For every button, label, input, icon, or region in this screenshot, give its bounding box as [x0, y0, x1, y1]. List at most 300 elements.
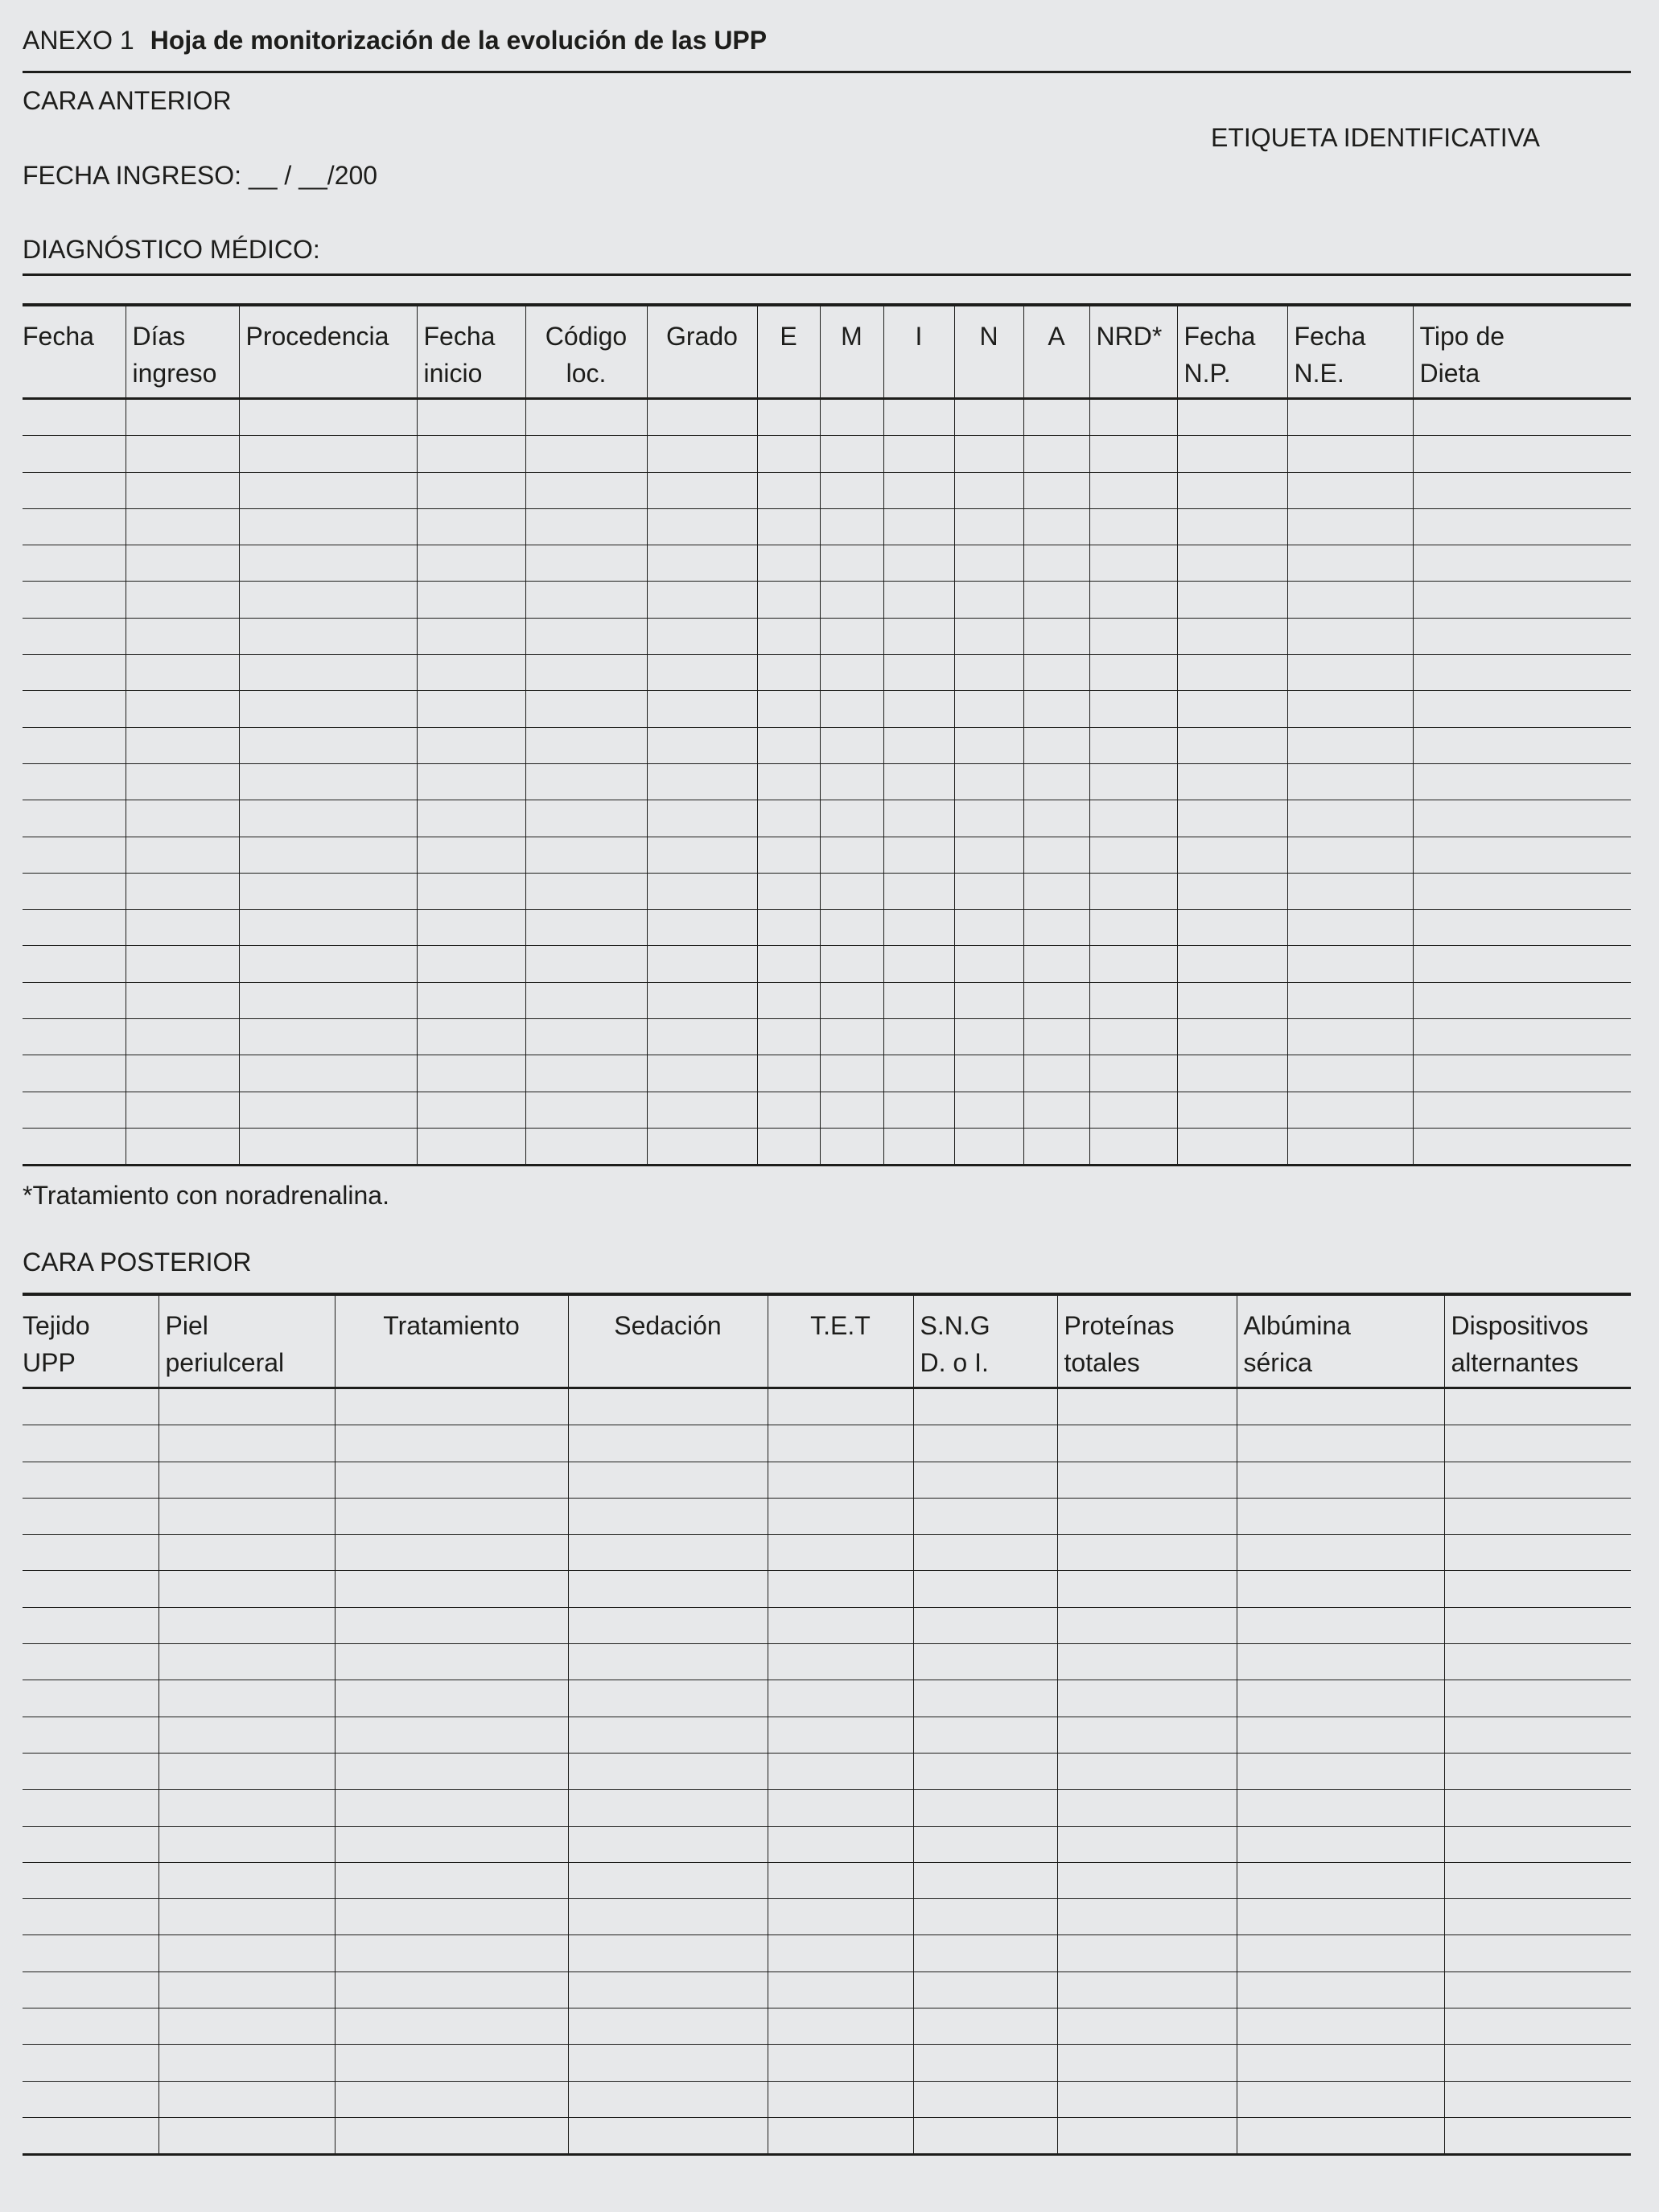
table-cell[interactable]: [23, 1571, 158, 1607]
table-cell[interactable]: [768, 1899, 913, 1935]
table-cell[interactable]: [23, 2117, 158, 2154]
table-cell[interactable]: [23, 946, 126, 982]
table-cell[interactable]: [23, 1019, 126, 1055]
table-cell[interactable]: [568, 2045, 768, 2081]
table-cell[interactable]: [23, 1055, 126, 1092]
table-cell[interactable]: [883, 873, 954, 909]
table-cell[interactable]: [1177, 727, 1287, 763]
table-cell[interactable]: [1237, 1498, 1444, 1534]
table-cell[interactable]: [23, 2008, 158, 2045]
table-cell[interactable]: [239, 1055, 417, 1092]
table-cell[interactable]: [1057, 1790, 1237, 1826]
table-cell[interactable]: [1023, 763, 1089, 800]
table-cell[interactable]: [883, 910, 954, 946]
table-cell[interactable]: [525, 436, 647, 472]
table-cell[interactable]: [126, 727, 239, 763]
table-cell[interactable]: [820, 763, 883, 800]
table-cell[interactable]: [417, 545, 525, 582]
table-cell[interactable]: [1444, 2081, 1631, 2117]
table-cell[interactable]: [954, 800, 1023, 837]
table-cell[interactable]: [1057, 1862, 1237, 1898]
table-cell[interactable]: [1023, 655, 1089, 691]
table-cell[interactable]: [1089, 545, 1177, 582]
table-cell[interactable]: [239, 946, 417, 982]
table-cell[interactable]: [23, 837, 126, 873]
table-cell[interactable]: [1413, 910, 1631, 946]
table-cell[interactable]: [1089, 582, 1177, 618]
table-cell[interactable]: [1287, 837, 1413, 873]
table-cell[interactable]: [1057, 2008, 1237, 2045]
table-cell[interactable]: [757, 582, 820, 618]
table-cell[interactable]: [417, 1092, 525, 1128]
table-cell[interactable]: [568, 2117, 768, 2154]
table-cell[interactable]: [647, 691, 757, 727]
table-cell[interactable]: [768, 1388, 913, 1425]
table-cell[interactable]: [1287, 1128, 1413, 1165]
table-cell[interactable]: [757, 763, 820, 800]
table-cell[interactable]: [158, 1535, 335, 1571]
table-cell[interactable]: [1057, 1717, 1237, 1753]
table-cell[interactable]: [768, 1753, 913, 1789]
table-cell[interactable]: [417, 399, 525, 436]
table-cell[interactable]: [1089, 1055, 1177, 1092]
table-cell[interactable]: [525, 472, 647, 508]
table-cell[interactable]: [239, 1092, 417, 1128]
table-cell[interactable]: [1287, 508, 1413, 545]
table-cell[interactable]: [1177, 946, 1287, 982]
table-cell[interactable]: [647, 436, 757, 472]
table-cell[interactable]: [757, 837, 820, 873]
table-cell[interactable]: [883, 582, 954, 618]
table-cell[interactable]: [1413, 691, 1631, 727]
table-cell[interactable]: [1444, 1971, 1631, 2008]
table-cell[interactable]: [417, 582, 525, 618]
table-cell[interactable]: [1237, 1717, 1444, 1753]
table-cell[interactable]: [913, 1753, 1057, 1789]
table-cell[interactable]: [768, 1607, 913, 1643]
table-cell[interactable]: [768, 1644, 913, 1680]
table-cell[interactable]: [525, 545, 647, 582]
table-cell[interactable]: [913, 1498, 1057, 1534]
table-cell[interactable]: [126, 399, 239, 436]
table-cell[interactable]: [23, 545, 126, 582]
table-cell[interactable]: [1444, 1571, 1631, 1607]
table-cell[interactable]: [1287, 436, 1413, 472]
table-cell[interactable]: [757, 655, 820, 691]
table-cell[interactable]: [913, 1935, 1057, 1971]
table-cell[interactable]: [1177, 837, 1287, 873]
table-cell[interactable]: [568, 1680, 768, 1717]
table-cell[interactable]: [1057, 1425, 1237, 1462]
table-cell[interactable]: [23, 800, 126, 837]
table-cell[interactable]: [1177, 910, 1287, 946]
table-cell[interactable]: [158, 1717, 335, 1753]
table-cell[interactable]: [1177, 1092, 1287, 1128]
table-cell[interactable]: [1413, 436, 1631, 472]
table-cell[interactable]: [1057, 1680, 1237, 1717]
table-cell[interactable]: [913, 2008, 1057, 2045]
table-cell[interactable]: [883, 1092, 954, 1128]
table-cell[interactable]: [239, 837, 417, 873]
table-cell[interactable]: [768, 1862, 913, 1898]
table-cell[interactable]: [1413, 837, 1631, 873]
table-cell[interactable]: [568, 1535, 768, 1571]
table-cell[interactable]: [23, 1971, 158, 2008]
table-cell[interactable]: [883, 472, 954, 508]
table-cell[interactable]: [768, 1971, 913, 2008]
table-cell[interactable]: [239, 472, 417, 508]
table-cell[interactable]: [239, 800, 417, 837]
table-cell[interactable]: [1089, 1019, 1177, 1055]
table-cell[interactable]: [647, 910, 757, 946]
table-cell[interactable]: [126, 837, 239, 873]
table-cell[interactable]: [820, 1092, 883, 1128]
table-cell[interactable]: [1287, 910, 1413, 946]
table-cell[interactable]: [1287, 582, 1413, 618]
table-cell[interactable]: [1177, 508, 1287, 545]
table-cell[interactable]: [1413, 763, 1631, 800]
table-cell[interactable]: [23, 2081, 158, 2117]
table-cell[interactable]: [647, 1055, 757, 1092]
table-cell[interactable]: [417, 655, 525, 691]
table-cell[interactable]: [158, 1826, 335, 1862]
table-cell[interactable]: [525, 618, 647, 654]
table-cell[interactable]: [954, 1092, 1023, 1128]
table-cell[interactable]: [954, 582, 1023, 618]
table-cell[interactable]: [1287, 800, 1413, 837]
table-cell[interactable]: [23, 1899, 158, 1935]
table-cell[interactable]: [757, 1055, 820, 1092]
table-cell[interactable]: [239, 910, 417, 946]
table-cell[interactable]: [768, 2008, 913, 2045]
table-cell[interactable]: [1057, 1753, 1237, 1789]
table-cell[interactable]: [1237, 1644, 1444, 1680]
table-cell[interactable]: [954, 1019, 1023, 1055]
table-cell[interactable]: [23, 873, 126, 909]
table-cell[interactable]: [913, 1717, 1057, 1753]
table-cell[interactable]: [158, 1644, 335, 1680]
table-cell[interactable]: [126, 910, 239, 946]
table-cell[interactable]: [1444, 2117, 1631, 2154]
table-cell[interactable]: [820, 436, 883, 472]
table-cell[interactable]: [647, 618, 757, 654]
table-cell[interactable]: [417, 837, 525, 873]
table-cell[interactable]: [954, 1128, 1023, 1165]
table-cell[interactable]: [525, 1128, 647, 1165]
table-cell[interactable]: [126, 472, 239, 508]
table-cell[interactable]: [1287, 873, 1413, 909]
table-cell[interactable]: [23, 1128, 126, 1165]
table-cell[interactable]: [335, 1899, 568, 1935]
table-cell[interactable]: [1413, 472, 1631, 508]
table-cell[interactable]: [417, 910, 525, 946]
table-cell[interactable]: [757, 436, 820, 472]
table-cell[interactable]: [1089, 399, 1177, 436]
table-cell[interactable]: [1237, 1790, 1444, 1826]
table-cell[interactable]: [335, 1462, 568, 1498]
table-cell[interactable]: [647, 873, 757, 909]
table-cell[interactable]: [239, 727, 417, 763]
table-cell[interactable]: [23, 1498, 158, 1534]
table-cell[interactable]: [954, 837, 1023, 873]
table-cell[interactable]: [417, 946, 525, 982]
table-cell[interactable]: [1237, 2045, 1444, 2081]
table-cell[interactable]: [913, 2045, 1057, 2081]
table-cell[interactable]: [768, 1790, 913, 1826]
table-cell[interactable]: [757, 545, 820, 582]
table-cell[interactable]: [1089, 763, 1177, 800]
table-cell[interactable]: [158, 2008, 335, 2045]
table-cell[interactable]: [768, 1680, 913, 1717]
table-cell[interactable]: [1057, 1607, 1237, 1643]
table-cell[interactable]: [1444, 1425, 1631, 1462]
table-cell[interactable]: [883, 545, 954, 582]
table-cell[interactable]: [335, 1607, 568, 1643]
table-cell[interactable]: [647, 582, 757, 618]
table-cell[interactable]: [1413, 1092, 1631, 1128]
table-cell[interactable]: [23, 691, 126, 727]
table-cell[interactable]: [820, 399, 883, 436]
table-cell[interactable]: [1177, 399, 1287, 436]
table-cell[interactable]: [1237, 1388, 1444, 1425]
table-cell[interactable]: [757, 800, 820, 837]
table-cell[interactable]: [768, 2045, 913, 2081]
table-cell[interactable]: [1057, 1462, 1237, 1498]
table-cell[interactable]: [525, 1055, 647, 1092]
table-cell[interactable]: [913, 2081, 1057, 2117]
table-cell[interactable]: [126, 1019, 239, 1055]
table-cell[interactable]: [1057, 1826, 1237, 1862]
table-cell[interactable]: [1177, 800, 1287, 837]
table-cell[interactable]: [1444, 1462, 1631, 1498]
table-cell[interactable]: [1177, 1055, 1287, 1092]
table-cell[interactable]: [757, 472, 820, 508]
table-cell[interactable]: [1413, 873, 1631, 909]
table-cell[interactable]: [568, 1498, 768, 1534]
table-cell[interactable]: [1237, 1862, 1444, 1898]
table-cell[interactable]: [647, 655, 757, 691]
table-cell[interactable]: [158, 1571, 335, 1607]
table-cell[interactable]: [568, 2008, 768, 2045]
table-cell[interactable]: [335, 1862, 568, 1898]
table-cell[interactable]: [820, 727, 883, 763]
table-cell[interactable]: [1444, 2008, 1631, 2045]
table-cell[interactable]: [954, 618, 1023, 654]
table-cell[interactable]: [525, 1092, 647, 1128]
table-cell[interactable]: [1287, 472, 1413, 508]
table-cell[interactable]: [647, 1128, 757, 1165]
table-cell[interactable]: [954, 1055, 1023, 1092]
table-cell[interactable]: [568, 1425, 768, 1462]
table-cell[interactable]: [417, 472, 525, 508]
table-cell[interactable]: [757, 946, 820, 982]
table-cell[interactable]: [1057, 1388, 1237, 1425]
table-cell[interactable]: [23, 982, 126, 1018]
table-cell[interactable]: [883, 655, 954, 691]
table-cell[interactable]: [1023, 545, 1089, 582]
table-cell[interactable]: [23, 1826, 158, 1862]
table-cell[interactable]: [883, 1019, 954, 1055]
table-cell[interactable]: [820, 618, 883, 654]
table-cell[interactable]: [883, 763, 954, 800]
table-cell[interactable]: [1089, 873, 1177, 909]
table-cell[interactable]: [1413, 399, 1631, 436]
table-cell[interactable]: [568, 1826, 768, 1862]
table-cell[interactable]: [335, 2081, 568, 2117]
table-cell[interactable]: [1444, 1498, 1631, 1534]
table-cell[interactable]: [525, 727, 647, 763]
table-cell[interactable]: [335, 1571, 568, 1607]
table-cell[interactable]: [820, 1128, 883, 1165]
table-cell[interactable]: [1237, 1535, 1444, 1571]
table-cell[interactable]: [126, 1055, 239, 1092]
table-cell[interactable]: [568, 1388, 768, 1425]
table-cell[interactable]: [1089, 800, 1177, 837]
table-cell[interactable]: [1057, 2117, 1237, 2154]
table-cell[interactable]: [335, 2117, 568, 2154]
table-cell[interactable]: [1023, 618, 1089, 654]
table-cell[interactable]: [525, 763, 647, 800]
table-cell[interactable]: [23, 655, 126, 691]
table-cell[interactable]: [1089, 837, 1177, 873]
table-cell[interactable]: [913, 1462, 1057, 1498]
table-cell[interactable]: [1444, 1535, 1631, 1571]
table-cell[interactable]: [417, 508, 525, 545]
table-cell[interactable]: [239, 399, 417, 436]
table-cell[interactable]: [1237, 1607, 1444, 1643]
table-cell[interactable]: [1177, 436, 1287, 472]
table-cell[interactable]: [23, 1535, 158, 1571]
table-cell[interactable]: [1089, 982, 1177, 1018]
table-cell[interactable]: [1237, 1462, 1444, 1498]
table-cell[interactable]: [1177, 655, 1287, 691]
table-cell[interactable]: [1413, 545, 1631, 582]
table-cell[interactable]: [417, 1128, 525, 1165]
table-cell[interactable]: [1089, 946, 1177, 982]
table-cell[interactable]: [913, 1862, 1057, 1898]
table-cell[interactable]: [126, 655, 239, 691]
table-cell[interactable]: [239, 436, 417, 472]
table-cell[interactable]: [1023, 472, 1089, 508]
table-cell[interactable]: [158, 2117, 335, 2154]
table-cell[interactable]: [23, 727, 126, 763]
table-cell[interactable]: [525, 910, 647, 946]
table-cell[interactable]: [913, 1971, 1057, 2008]
table-cell[interactable]: [913, 1644, 1057, 1680]
table-cell[interactable]: [239, 763, 417, 800]
table-cell[interactable]: [335, 2045, 568, 2081]
table-cell[interactable]: [335, 1753, 568, 1789]
table-cell[interactable]: [954, 545, 1023, 582]
table-cell[interactable]: [568, 1862, 768, 1898]
table-cell[interactable]: [335, 1826, 568, 1862]
table-cell[interactable]: [1413, 946, 1631, 982]
table-cell[interactable]: [1177, 982, 1287, 1018]
table-cell[interactable]: [126, 946, 239, 982]
table-cell[interactable]: [335, 1717, 568, 1753]
table-cell[interactable]: [954, 910, 1023, 946]
table-cell[interactable]: [883, 1055, 954, 1092]
table-cell[interactable]: [1413, 508, 1631, 545]
table-cell[interactable]: [335, 1535, 568, 1571]
table-cell[interactable]: [757, 873, 820, 909]
table-cell[interactable]: [768, 1462, 913, 1498]
table-cell[interactable]: [913, 1826, 1057, 1862]
table-cell[interactable]: [647, 1019, 757, 1055]
table-cell[interactable]: [23, 1935, 158, 1971]
table-cell[interactable]: [1287, 763, 1413, 800]
table-cell[interactable]: [768, 1935, 913, 1971]
table-cell[interactable]: [1444, 1644, 1631, 1680]
table-cell[interactable]: [1177, 691, 1287, 727]
table-cell[interactable]: [23, 1462, 158, 1498]
table-cell[interactable]: [1444, 1862, 1631, 1898]
table-cell[interactable]: [525, 982, 647, 1018]
table-cell[interactable]: [1287, 982, 1413, 1018]
table-cell[interactable]: [239, 508, 417, 545]
table-cell[interactable]: [1444, 1826, 1631, 1862]
table-cell[interactable]: [757, 508, 820, 545]
table-cell[interactable]: [913, 1388, 1057, 1425]
table-cell[interactable]: [883, 982, 954, 1018]
table-cell[interactable]: [883, 727, 954, 763]
table-cell[interactable]: [126, 800, 239, 837]
table-cell[interactable]: [158, 2045, 335, 2081]
table-cell[interactable]: [23, 1790, 158, 1826]
table-cell[interactable]: [1287, 1055, 1413, 1092]
table-cell[interactable]: [23, 2045, 158, 2081]
table-cell[interactable]: [158, 1899, 335, 1935]
table-cell[interactable]: [1413, 1128, 1631, 1165]
table-cell[interactable]: [158, 1790, 335, 1826]
table-cell[interactable]: [1287, 655, 1413, 691]
table-cell[interactable]: [239, 982, 417, 1018]
table-cell[interactable]: [954, 508, 1023, 545]
table-cell[interactable]: [23, 399, 126, 436]
table-cell[interactable]: [126, 1128, 239, 1165]
table-cell[interactable]: [126, 1092, 239, 1128]
table-cell[interactable]: [1057, 1535, 1237, 1571]
table-cell[interactable]: [239, 1019, 417, 1055]
table-cell[interactable]: [820, 982, 883, 1018]
table-cell[interactable]: [417, 763, 525, 800]
table-cell[interactable]: [1444, 2045, 1631, 2081]
table-cell[interactable]: [1023, 399, 1089, 436]
table-cell[interactable]: [239, 873, 417, 909]
table-cell[interactable]: [768, 1717, 913, 1753]
table-cell[interactable]: [757, 1019, 820, 1055]
table-cell[interactable]: [1413, 655, 1631, 691]
table-cell[interactable]: [1023, 910, 1089, 946]
table-cell[interactable]: [1089, 472, 1177, 508]
table-cell[interactable]: [820, 691, 883, 727]
table-cell[interactable]: [239, 582, 417, 618]
table-cell[interactable]: [417, 800, 525, 837]
table-cell[interactable]: [820, 800, 883, 837]
table-cell[interactable]: [1237, 1899, 1444, 1935]
table-cell[interactable]: [883, 837, 954, 873]
table-cell[interactable]: [647, 545, 757, 582]
table-cell[interactable]: [568, 1717, 768, 1753]
table-cell[interactable]: [23, 1680, 158, 1717]
table-cell[interactable]: [954, 655, 1023, 691]
table-cell[interactable]: [417, 436, 525, 472]
table-cell[interactable]: [1413, 982, 1631, 1018]
table-cell[interactable]: [647, 837, 757, 873]
table-cell[interactable]: [820, 508, 883, 545]
table-cell[interactable]: [757, 691, 820, 727]
table-cell[interactable]: [158, 1753, 335, 1789]
